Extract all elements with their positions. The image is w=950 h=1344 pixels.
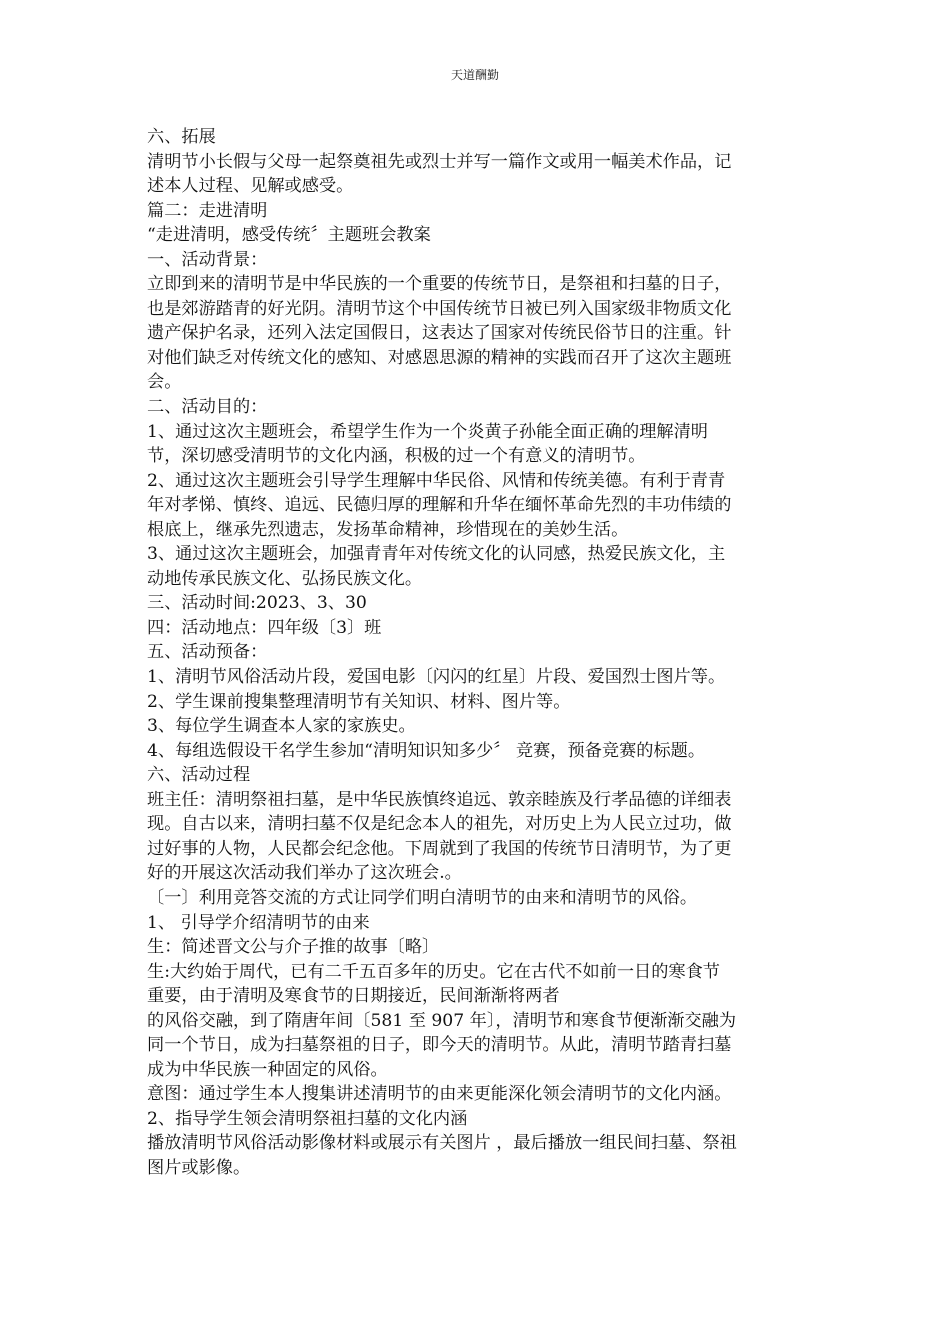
text-line: 六、拓展 <box>147 127 216 147</box>
text-line: 〔一〕利用竞答交流的方式让同学们明白清明节的由来和清明节的风俗。 <box>147 887 698 908</box>
text-line: 篇二：走进清明 <box>147 200 268 221</box>
text-line: 2、指导学生领会清明祭祖扫墓的文化内涵 <box>147 1108 468 1129</box>
text-line: 五、活动预备： <box>147 642 268 663</box>
text-line: 3、通过这次主题班会，加强青青年对传统文化的认同感，热爱民族文化，主 <box>147 544 726 565</box>
text-line: 2、通过这次主题班会引导学生理解中华民俗、风情和传统美德。有利于青青 <box>147 470 726 491</box>
text-line: 对他们缺乏对传统文化的感知、对感恩思源的精神的实践而召开了这次主题班 <box>147 347 732 368</box>
text-line: 好的开展这次活动我们举办了这次班会.。 <box>147 863 462 884</box>
text-line: 清明节小长假与父母一起祭奠祖先或烈士并写一篇作文或用一幅美术作品，记 <box>147 151 732 172</box>
text-line: 生：简述晋文公与介子推的故事〔略〕 <box>147 937 440 958</box>
text-line: 播放清明节风俗活动影像材料或展示有关图片 ，最后播放一组民间扫墓、祭祖 <box>147 1133 737 1154</box>
text-line: 生:大约始于周代，已有二千五百多年的历史。它在古代不如前一日的寒食节 <box>147 961 720 982</box>
page-header: 天道酬勤 <box>450 68 499 82</box>
text-line: “走进清明，感受传统〞主题班会教案 <box>147 225 431 246</box>
text-line: 的风俗交融，到了隋唐年间〔581 至 907 年〕，清明节和寒食节便渐渐交融为 <box>147 1010 737 1031</box>
text-line: 重要，由于清明及寒食节的日期接近，民间渐渐将两者 <box>147 986 560 1007</box>
text-line: 二、活动目的： <box>147 397 268 418</box>
text-line: 年对孝悌、慎终、追远、民德归厚的理解和升华在缅怀革命先烈的丰功伟绩的 <box>147 495 732 516</box>
text-line: 3、每位学生调查本人家的家族史。 <box>147 716 416 737</box>
text-line: 4、每组选假设干名学生参加“清明知识知多少〞 竞赛，预备竞赛的标题。 <box>147 740 706 761</box>
text-line: 意图：通过学生本人搜集讲述清明节的由来更能深化领会清明节的文化内涵。 <box>147 1084 732 1105</box>
text-line: 2、学生课前搜集整理清明节有关知识、材料、图片等。 <box>147 691 571 712</box>
text-line: 成为中华民族一种固定的风俗。 <box>147 1059 388 1080</box>
text-line: 三、活动时间:2023、3、30 <box>147 593 367 614</box>
text-line: 立即到来的清明节是中华民族的一个重要的传统节日，是祭祖和扫墓的日子， <box>147 274 732 295</box>
text-line: 六、活动过程 <box>147 765 251 786</box>
text-line: 现。自古以来，清明扫墓不仅是纪念本人的祖先，对历史上为人民立过功，做 <box>147 814 732 835</box>
text-line: 节，深切感受清明节的文化内涵，积极的过一个有意义的清明节。 <box>147 446 646 467</box>
text-line: 同一个节日，成为扫墓祭祖的日子，即今天的清明节。从此，清明节踏青扫墓 <box>147 1035 732 1056</box>
text-line: 述本人过程、见解或感受。 <box>147 176 354 197</box>
text-line: 根底上，继承先烈遗志，发扬革命精神，珍惜现在的美妙生活。 <box>147 519 629 540</box>
text-line: 1、 引导学介绍清明节的由来 <box>147 912 370 933</box>
text-line: 会。 <box>147 372 182 393</box>
text-line: 1、清明节风俗活动片段，爱国电影〔闪闪的红星〕片段、爱国烈士图片等。 <box>147 667 726 688</box>
text-line: 一、活动背景： <box>147 249 268 270</box>
text-line: 也是郊游踏青的好光阴。清明节这个中国传统节日被已列入国家级非物质文化 <box>147 298 732 319</box>
text-line: 1、通过这次主题班会，希望学生作为一个炎黄子孙能全面正确的理解清明 <box>147 421 708 442</box>
text-line: 四：活动地点：四年级〔3〕班 <box>147 617 382 638</box>
text-line: 遗产保护名录，还列入法定国假日，这表达了国家对传统民俗节日的注重。针 <box>147 323 732 344</box>
document-body <box>147 125 807 1181</box>
text-line: 动地传承民族文化、弘扬民族文化。 <box>147 568 423 589</box>
text-line: 过好事的人物，人民都会纪念他。下周就到了我国的传统节日清明节，为了更 <box>147 838 732 859</box>
text-line: 班主任：清明祭祖扫墓，是中华民族慎终追远、敦亲睦族及行孝品德的详细表 <box>147 789 732 810</box>
text-line: 图片或影像。 <box>147 1157 251 1178</box>
